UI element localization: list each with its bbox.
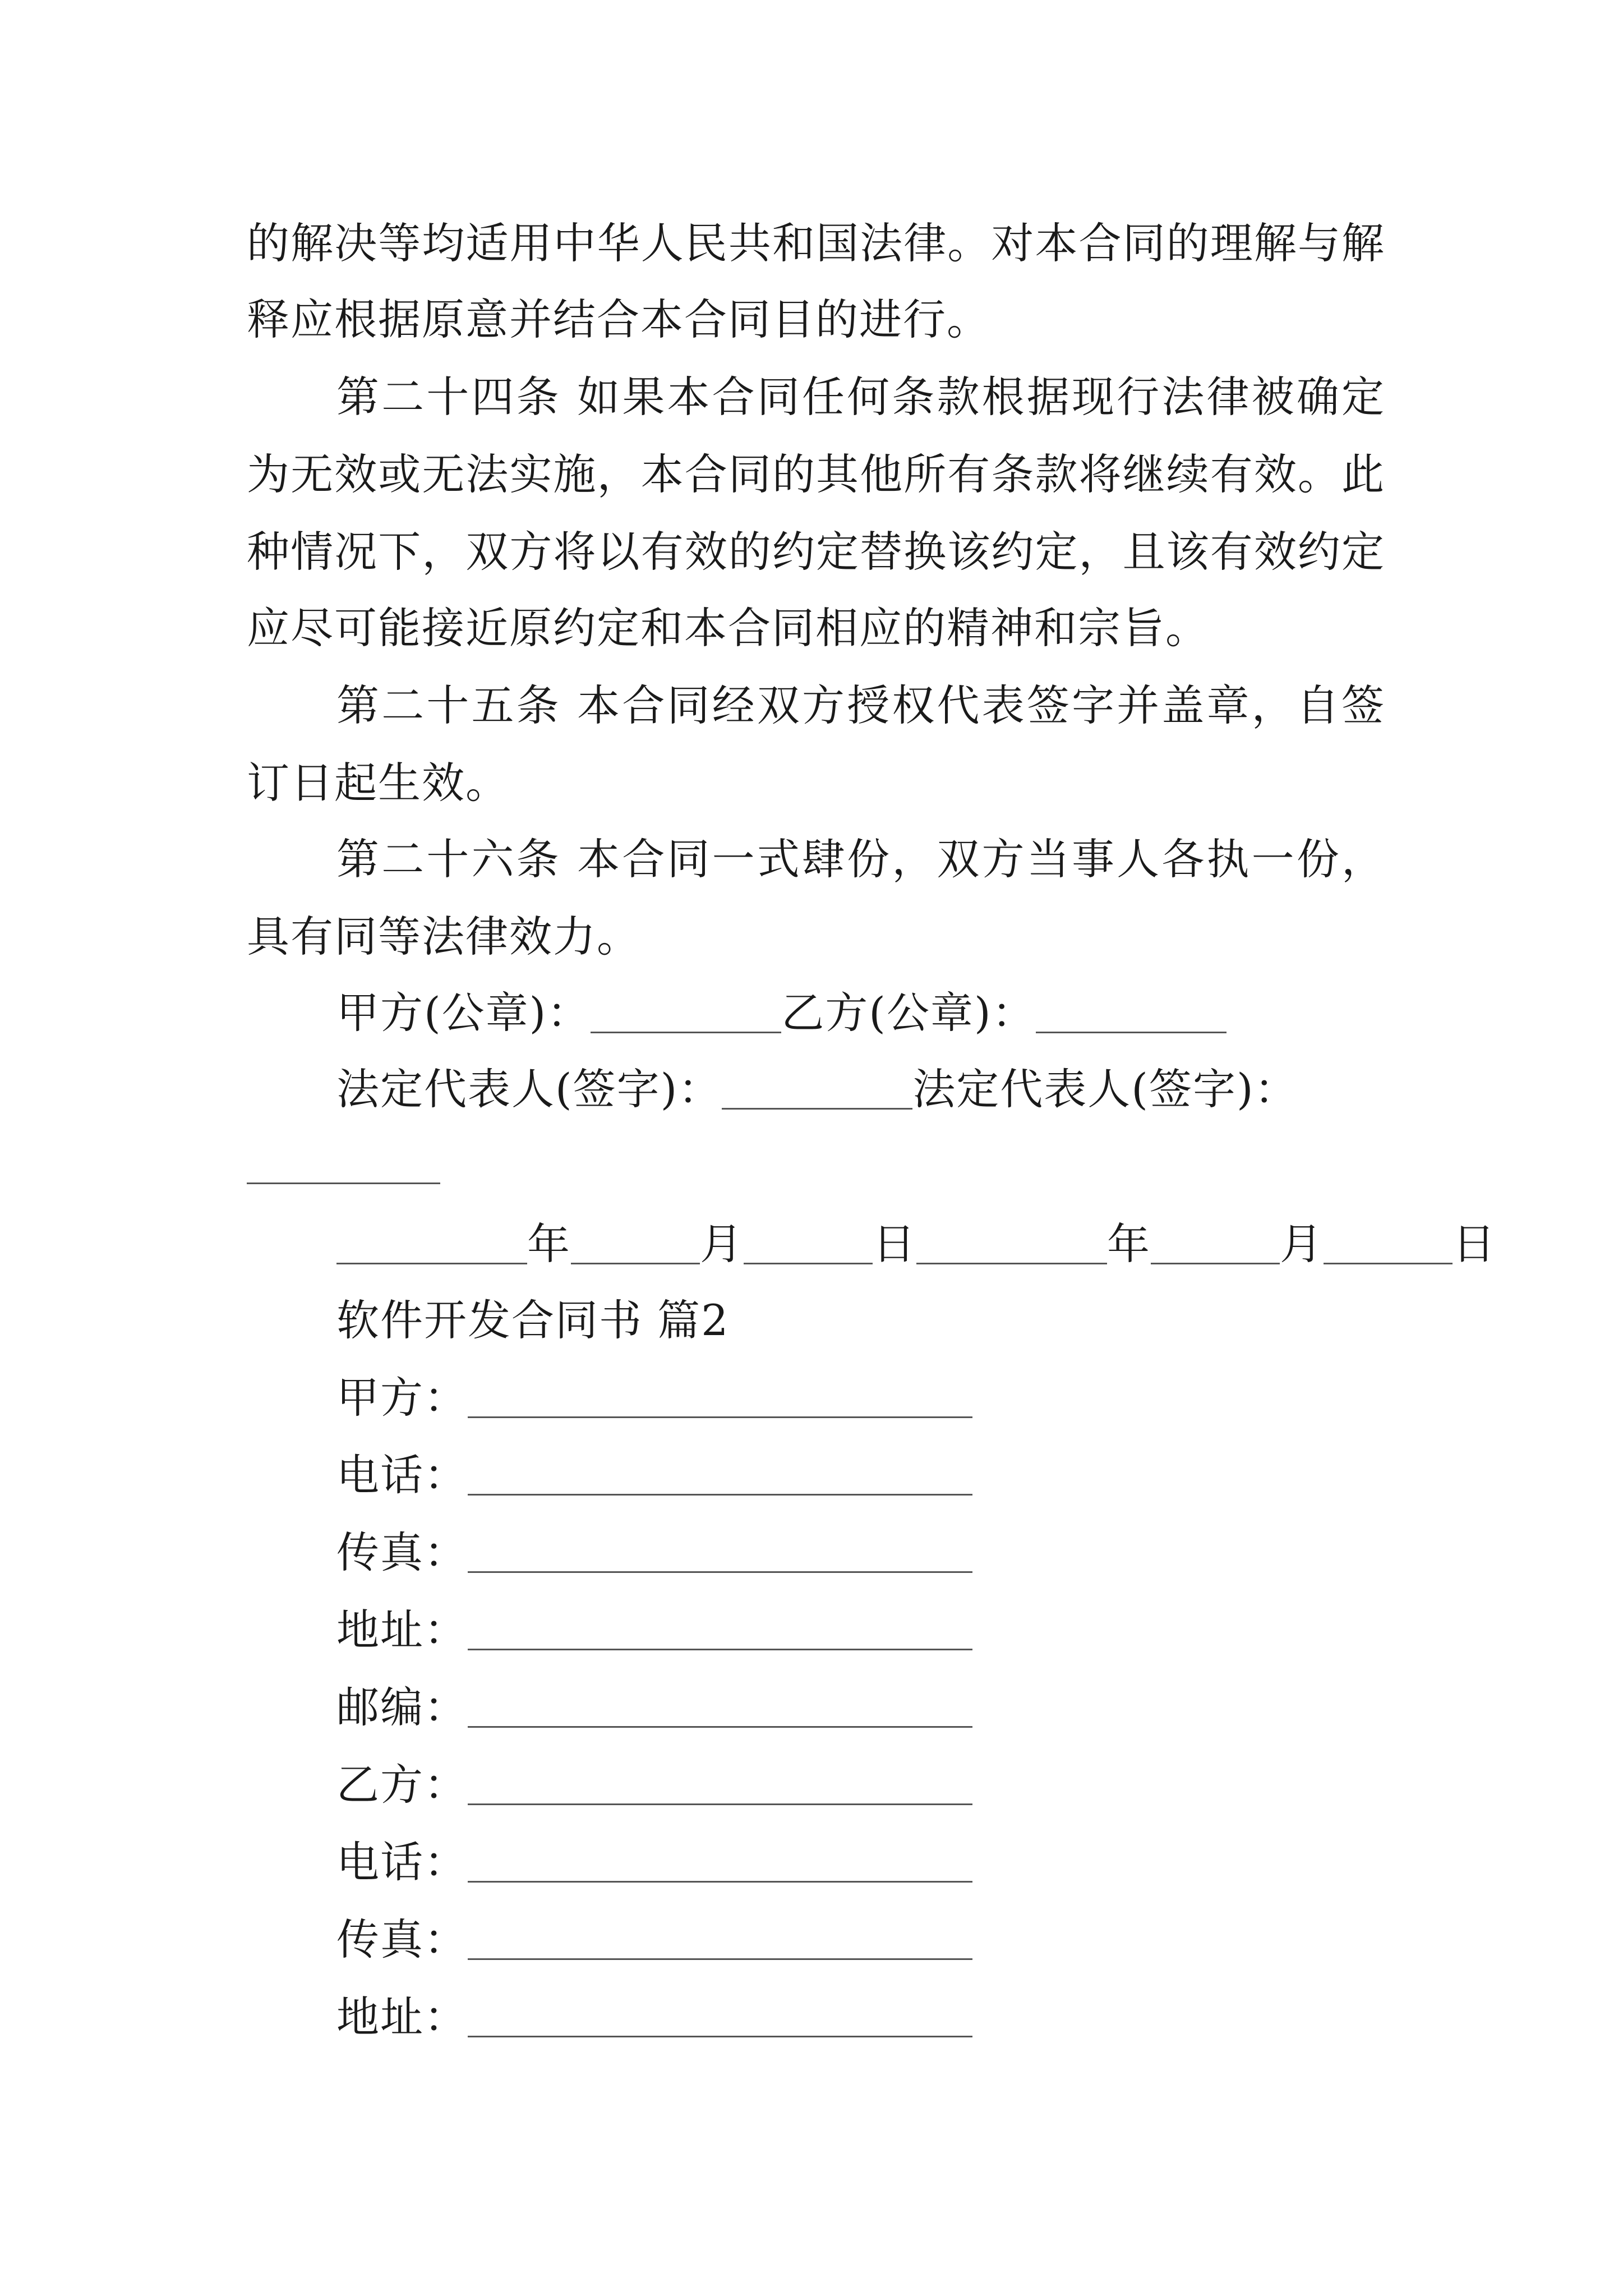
article-24-line: 为无效或无法实施，本合同的其他所有条款将继续有效。此 [247,449,1385,499]
field-label: 甲方： [336,1373,468,1423]
article-25-line: 订日起生效。 [247,758,509,808]
field-row [336,1834,1385,1890]
field-blank[interactable] [468,1919,972,1960]
legal-rep-b-label: 法定代表人(签字)： [912,1064,1298,1114]
field-label: 乙方： [336,1760,468,1810]
field-row [336,1602,1385,1658]
field-blank[interactable] [468,1687,972,1728]
day-blank-a[interactable] [744,1223,873,1264]
field-row [336,1447,1385,1503]
month-label-a: 月 [700,1219,744,1269]
legal-rep-a-blank[interactable] [722,1069,912,1110]
legal-rep-row [336,1061,1385,1117]
article-24-line: 应尽可能接近原约定和本合同相应的精神和宗旨。 [247,603,1209,653]
year-blank-b[interactable] [916,1223,1107,1264]
field-row [336,1680,1385,1736]
year-blank-a[interactable] [336,1223,527,1264]
party-b-seal-label: 乙方(公章)： [781,988,1036,1038]
field-label: 地址： [336,1605,468,1655]
field-row [336,1370,1385,1426]
party-a-seal-label: 甲方(公章)： [336,988,591,1038]
field-blank[interactable] [468,1455,972,1496]
field-row [336,1989,1385,2045]
paragraph-line: 释应根据原意并结合本合同目的进行。 [247,295,990,344]
field-label: 电话： [336,1450,468,1500]
article-24-line: 种情况下，双方将以有效的约定替换该约定，且该有效约定 [247,527,1385,577]
field-blank[interactable] [468,1609,972,1650]
month-blank-b[interactable] [1151,1223,1280,1264]
legal-rep-b-blank[interactable] [247,1149,440,1184]
field-blank[interactable] [468,1842,972,1883]
day-label-b: 日 [1453,1219,1496,1269]
field-label: 地址： [336,1992,468,2042]
field-blank[interactable] [468,1764,972,1805]
article-26-line: 第二十六条 本合同一式肆份，双方当事人各执一份， [336,834,1385,884]
section-title: 软件开发合同书 篇2 [336,1295,730,1345]
field-label: 传真： [336,1915,468,1964]
field-row [336,1525,1385,1581]
article-24-line: 第二十四条 如果本合同任何条款根据现行法律被确定 [336,372,1385,422]
party-a-seal-blank[interactable] [591,992,781,1033]
month-blank-a[interactable] [571,1223,700,1264]
field-label: 电话： [336,1837,468,1887]
day-blank-b[interactable] [1324,1223,1453,1264]
paragraph-line: 的解决等均适用中华人民共和国法律。对本合同的理解与解 [247,218,1385,268]
day-label-a: 日 [873,1219,916,1269]
field-blank[interactable] [468,1377,972,1418]
field-label: 传真： [336,1527,468,1577]
party-b-seal-blank[interactable] [1036,992,1227,1033]
field-row [336,1757,1385,1813]
year-label-a: 年 [527,1219,571,1269]
field-blank[interactable] [468,1532,972,1573]
article-26-line: 具有同等法律效力。 [247,912,640,961]
field-blank[interactable] [468,1996,972,2037]
seal-row [336,985,1385,1041]
article-25-line: 第二十五条 本合同经双方授权代表签字并盖章，自签 [336,680,1385,730]
field-row [336,1912,1385,1968]
date-row [336,1216,1496,1272]
month-label-b: 月 [1280,1219,1324,1269]
field-label: 邮编： [336,1682,468,1732]
year-label-b: 年 [1107,1219,1151,1269]
legal-rep-a-label: 法定代表人(签字)： [336,1064,722,1114]
